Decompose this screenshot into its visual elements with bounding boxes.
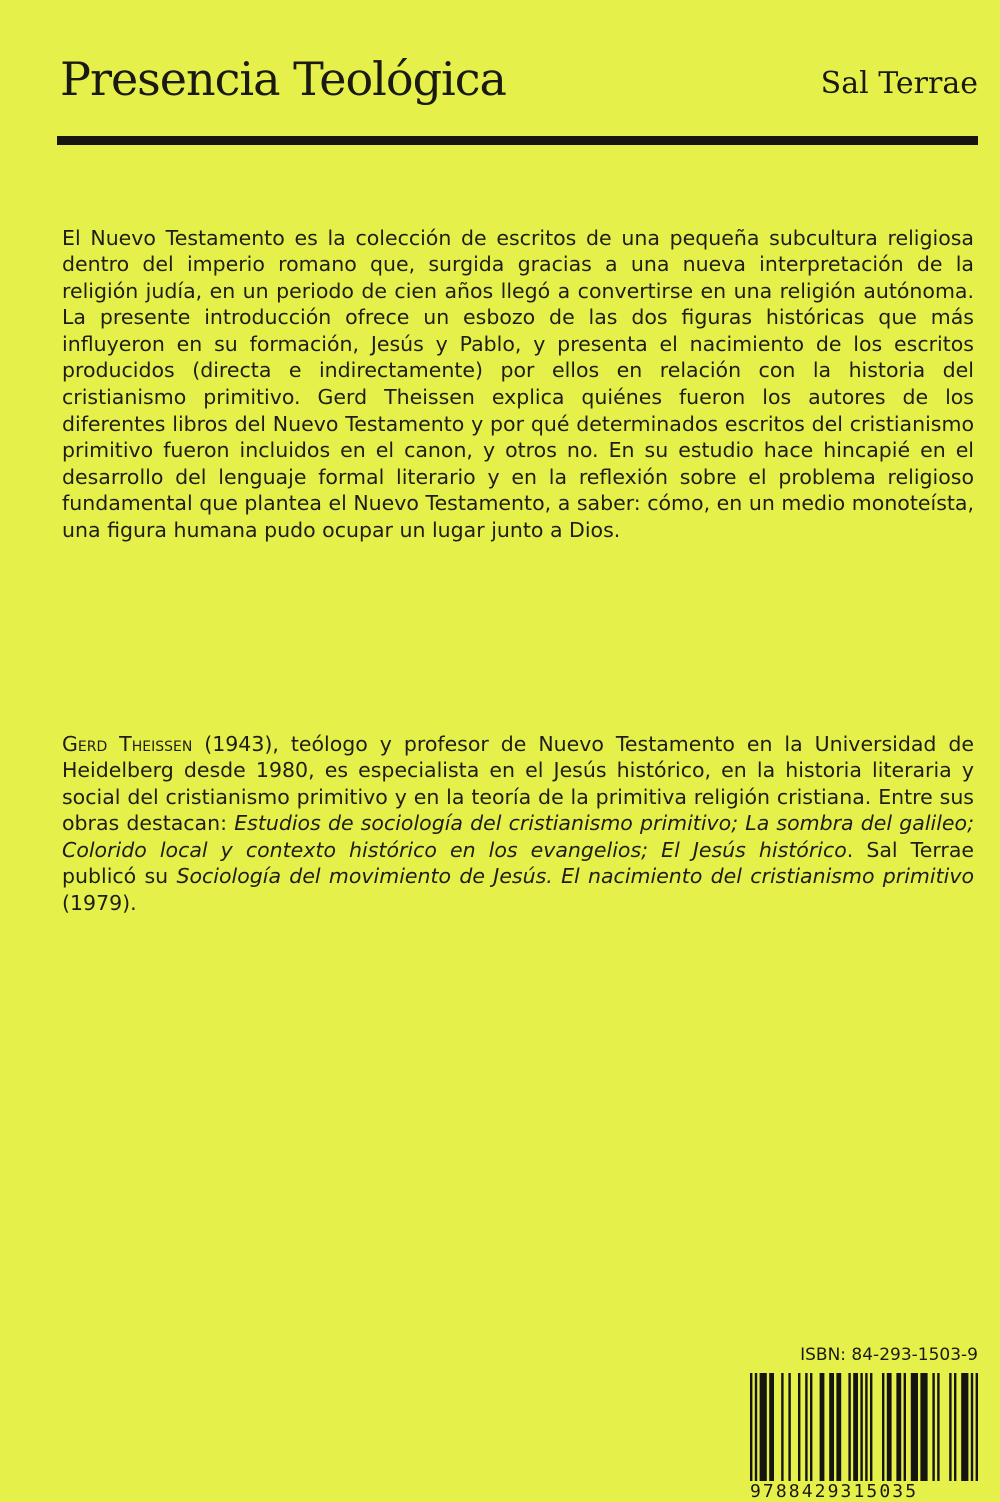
- barcode-bar: [829, 1373, 834, 1483]
- barcode-bar: [937, 1373, 939, 1483]
- barcode-bar: [810, 1373, 812, 1483]
- barcode-bar: [971, 1373, 973, 1495]
- barcode-bar: [769, 1373, 774, 1483]
- published-work-title: Sociología del movimiento de Jesús. El nacimiento del cristianismo primitivo: [176, 864, 974, 889]
- barcode-block: [750, 1345, 978, 1500]
- barcode-bar: [932, 1373, 934, 1483]
- author-works-list: Estudios de sociología del cristianismo primitivo; La sombra del galileo; Colorido local y contexto histórico en los evangelios; El Jesús histórico: [62, 811, 974, 862]
- cover-header: [60, 52, 978, 112]
- barcode-bar: [976, 1373, 978, 1495]
- barcode-digits: 9788429315035: [750, 1481, 978, 1502]
- barcode-icon: [750, 1373, 978, 1495]
- author-bio-text-1: (1943), teólogo y profesor de Nuevo Testamento en la Universidad de Heidelberg desde 1980, es especialista en el Jesús histórico, en la historia literaria y social del cristianismo primitivo y en la teoría de la primitiva religión cristiana. Entre sus obras destacan:: [62, 731, 975, 836]
- author-bio: [62, 731, 974, 917]
- barcode-bar: [904, 1373, 906, 1483]
- publisher-name: Sal Terrae: [820, 66, 978, 101]
- barcode-bar: [896, 1373, 901, 1483]
- barcode-bar: [760, 1373, 767, 1483]
- isbn-label: ISBN: 84-293-1503-9: [800, 1345, 978, 1365]
- barcode-bar: [848, 1373, 850, 1483]
- author-bio-text-2: . Sal Terrae publicó su: [62, 837, 974, 889]
- barcode-bar: [750, 1373, 752, 1495]
- barcode-bar: [755, 1373, 757, 1495]
- barcode-bar: [853, 1373, 858, 1483]
- barcode-bar: [949, 1373, 951, 1483]
- barcode-bar: [798, 1373, 800, 1483]
- barcode-bar: [865, 1373, 867, 1495]
- barcode-bar: [788, 1373, 790, 1483]
- header-rule: [57, 136, 978, 145]
- book-description: El Nuevo Testamento es la colección de escritos de una pequeña subcultura religiosa dentro del imperio romano que, surgida gracias a una nueva interpretación de la religión judía, en un periodo de cien años llegó a convertirse en una religión autónoma. La presente introducción ofrece un esbozo de las dos figuras históricas que más influyeron en su formación, Jesús y Pablo, y presenta el nacimiento de los escritos producidos (directa e indirectamente) por ellos en relación con la historia del cristianismo primitivo. Gerd Theissen explica quiénes fueron los autores de los diferentes libros del Nuevo Testamento y por qué determinados escritos del cristianismo primitivo fueron incluidos en el canon, y otros no. En su estudio hace hincapié en el desarrollo del lenguaje formal literario y en la reflexión sobre el problema religioso fundamental que plantea el Nuevo Testamento, a saber: cómo, en un medio monoteísta, una figura humana pudo ocupar un lugar junto a Dios.: [62, 225, 974, 543]
- barcode-bar: [961, 1373, 968, 1483]
- author-bio-text-3: (1979).: [62, 891, 137, 916]
- series-title: Presencia Teológica: [60, 52, 506, 106]
- barcode-bar: [882, 1373, 884, 1483]
- barcode-bar: [911, 1373, 918, 1483]
- barcode-bar: [954, 1373, 956, 1483]
- barcode-bar: [887, 1373, 892, 1483]
- barcode-bar: [820, 1373, 825, 1483]
- author-name: Gerd Theissen: [62, 731, 193, 756]
- barcode-bar: [781, 1373, 783, 1483]
- barcode-bar: [836, 1373, 841, 1483]
- barcode-bar: [870, 1373, 872, 1483]
- barcode-bar: [920, 1373, 927, 1483]
- barcode-bar: [805, 1373, 807, 1483]
- barcode-bar: [860, 1373, 862, 1495]
